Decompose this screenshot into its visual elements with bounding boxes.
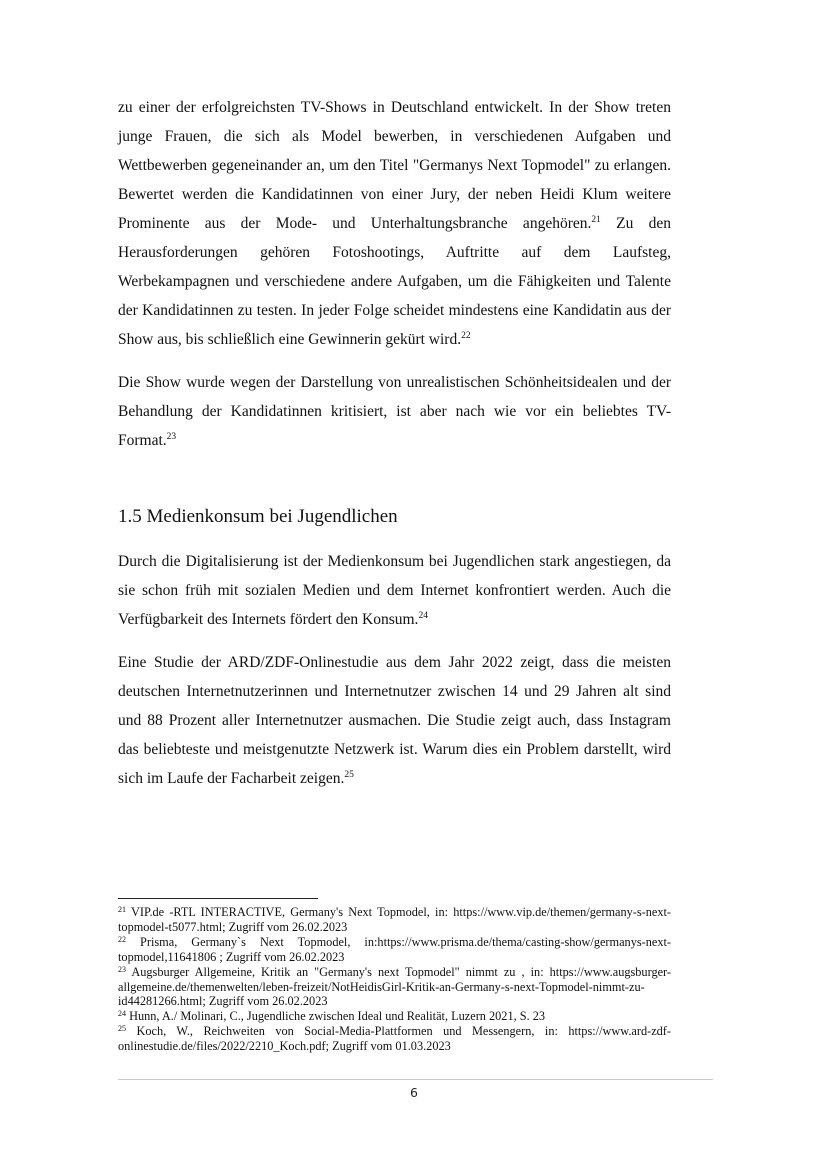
body-paragraph: Durch die Digitalisierung ist der Medienkonsum bei Jugendlichen stark angestiegen, da sie schon früh mit sozialen Medien und dem Internet konfrontiert werden. Auch die Verfügbarkeit des Internets fördert den Konsum.$^{24}$ — [118, 553, 671, 628]
body-paragraph: zu einer der erfolgreichsten TV-Shows in Deutschland entwickelt. In der Show treten junge Frauen, die sich als Model bewerben, in verschiedenen Aufgaben und Wettbewerben gegeneinander an, um den Titel "Germanys Next Topmodel" zu erlangen. Bewertet werden die Kandidatinnen von einer Jury, der neben Heidi Klum weitere Prominente aus der Mode- und Unterhaltungsbranche angehören.$^{21}$ Zu den Herausforderungen gehören Fotoshootings, Auftritte auf dem Laufsteg, Werbekampagnen und verschiedene andere Aufgaben, um die Fähigkeiten und Talente der Kandidatinnen zu testen. In jeder Folge scheidet mindestens eine Kandidatin aus der Show aus, bis schließlich eine Gewinnerin gekürt wird.$^{22}$ — [118, 99, 671, 348]
footnotes — [118, 905, 671, 1054]
footnote-ref[interactable]: 24 — [418, 611, 428, 621]
footnote: $^{25}$ Koch, W., Reichweiten von Social-Media-Plattformen und Messengern, in: https://www.ard-zdf-onlinestudie.de/files/2022/2210_Koch.pdf; Zugriff vom 01.03.2023 — [118, 1024, 672, 1054]
footnote: $^{21}$ VIP.de -RTL INTERACTIVE, Germany's Next Topmodel, in: https://www.vip.de/themen/germany-s-next-topmodel-t5077.html; Zugriff vom 26.02.2023 — [118, 905, 672, 934]
footnote-ref[interactable]: 21 — [591, 215, 601, 225]
footnote: $^{22}$ Prisma, Germany`s Next Topmodel, in:https://www.prisma.de/thema/casting-show/germanys-next-topmodel,11641806 ; Zugriff vom 26.02.2023 — [118, 934, 671, 964]
page-number: 6 — [410, 1085, 418, 1100]
footnote: $^{23}$ Augsburger Allgemeine, Kritik an "Germany's next Topmodel" nimmt zu , in: https://www.augsburger-allgemeine.de/themenwelten/leben-freizeit/NotHeidisGirl-Kritik-an-Germany-s-next-Topmodel-nimmt-zu-id44281266.html; Zugriff vom 26.02.2023 — [118, 964, 671, 1009]
section-text — [118, 547, 671, 807]
footnote: $^{24}$ Hunn, A./ Molinari, C., Jugendliche zwischen Ideal und Realität, Luzern 2021, S. 23 — [118, 1009, 546, 1024]
footnote-ref[interactable]: 22 — [461, 331, 471, 341]
section-heading: 1.5 Medienkonsum bei Jugendlichen — [118, 506, 398, 527]
footnote-divider — [118, 898, 318, 899]
footnote-ref[interactable]: 25 — [344, 770, 354, 780]
page-divider — [118, 1079, 713, 1080]
footnote-ref[interactable]: 23 — [166, 432, 177, 442]
body-paragraph: Eine Studie der ARD/ZDF-Onlinestudie aus dem Jahr 2022 zeigt, dass die meisten deutschen Internetnutzerinnen und Internetnutzer zwischen 14 und 29 Jahren alt sind und 88 Prozent aller Internetnutzer ausmachen. Die Studie zeigt auch, dass Instagram das beliebteste und meistgenutzte Netzwerk ist. Warum dies ein Problem darstellt, wird sich im Laufe der Facharbeit zeigen.$^{25}$ — [118, 654, 671, 787]
body-paragraph: Die Show wurde wegen der Darstellung von unrealistischen Schönheitsidealen und der Behandlung der Kandidatinnen kritisiert, ist aber nach wie vor ein beliebtes TV-Format.$^{23}$ — [118, 374, 671, 449]
intro-text — [118, 93, 671, 469]
